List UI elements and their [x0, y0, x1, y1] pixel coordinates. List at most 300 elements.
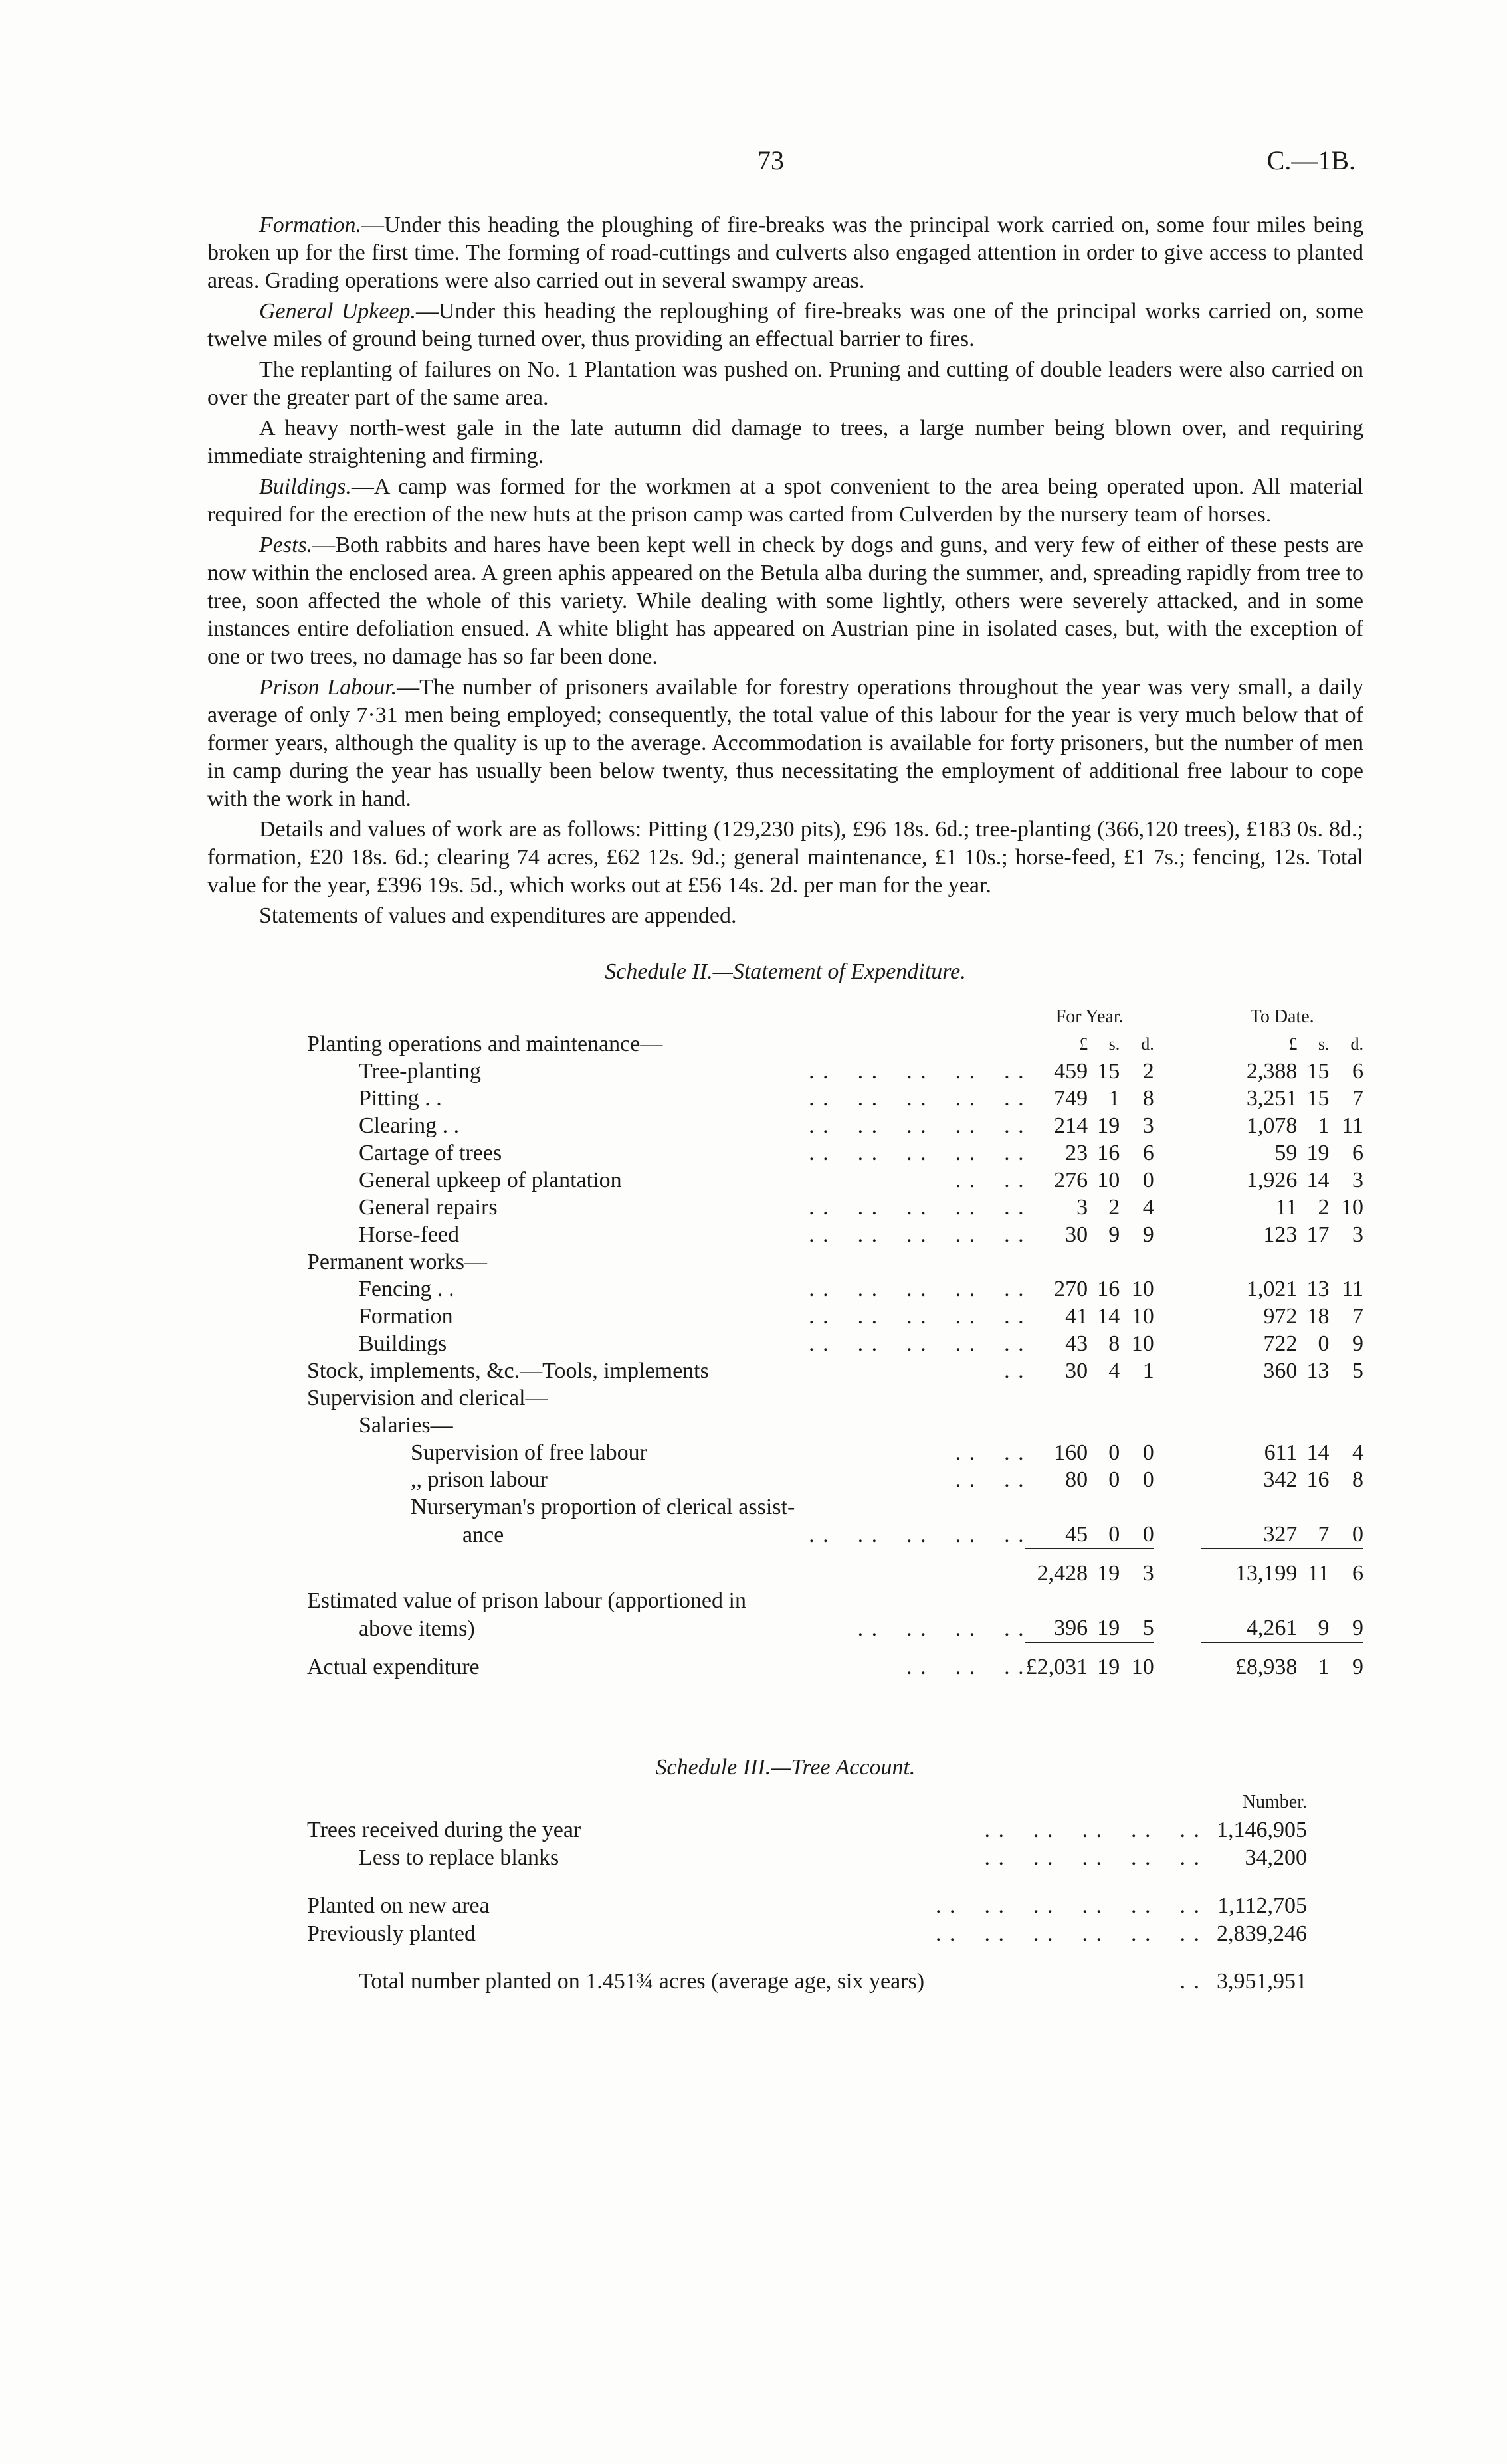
table-row	[307, 1085, 1363, 1112]
leader-dots: . . . . . . . . . .	[809, 1141, 1025, 1165]
paragraph-text: Statements of values and expenditures are appended.	[259, 903, 737, 928]
for-year-value	[1025, 1493, 1088, 1521]
to-date-value: 342	[1263, 1468, 1298, 1492]
row-label: ,, prison labour	[411, 1468, 548, 1492]
leader-dots: . . . . . . . . . .	[809, 1304, 1025, 1329]
for-year-value: 0	[1142, 1168, 1154, 1192]
to-date-value: 9	[1318, 1616, 1330, 1640]
tree-count-value: 1,112,705	[1217, 1893, 1307, 1918]
to-date-value: 3	[1352, 1168, 1363, 1192]
table-row	[307, 1248, 1363, 1276]
for-year-value	[1025, 1412, 1088, 1439]
to-date-value: 4	[1352, 1440, 1363, 1465]
row-label: Tree-planting	[359, 1059, 481, 1084]
leader-dots: . . . . . . . . . .	[984, 1818, 1201, 1842]
row-label-cell	[307, 1357, 1025, 1384]
to-date-value: 611	[1264, 1440, 1298, 1465]
to-date-value: 15	[1306, 1059, 1330, 1084]
for-year-value	[1088, 1384, 1120, 1412]
row-label-cell	[307, 1330, 1025, 1357]
column-gap	[1154, 1466, 1201, 1493]
to-date-value: 15	[1306, 1086, 1330, 1111]
for-year-value: 396	[1054, 1616, 1088, 1640]
to-date-value	[1297, 1587, 1329, 1614]
row-label: General repairs	[359, 1195, 498, 1220]
table-row	[307, 1058, 1363, 1085]
for-year-value: 459	[1054, 1059, 1088, 1084]
paragraph-text: Details and values of work are as follows: Pitting (129,230 pits), £96 18s. 6d.; tree-planting (366,120 trees), £183 0s. 8d.; formation, £20 18s. 6d.; clearing 74 acres, £62 12s. 9d.; general maintenance, £1 10s.; horse-feed, £1 7s.; fencing, 12s. Total value for the year, £396 19s. 5d., which works out at £56 14s. 2d. per man for the year.	[207, 817, 1363, 898]
for-year-value: 23	[1065, 1141, 1088, 1165]
paragraph	[207, 356, 1363, 412]
to-date-value	[1201, 1248, 1297, 1276]
leader-dots: . . . . . . . . . .	[809, 1195, 1025, 1220]
leader-dots: . . . . . . . . . .	[984, 1846, 1201, 1870]
leader-dots: . . . . . . . . . .	[809, 1113, 1025, 1138]
for-year-value: 3	[1076, 1195, 1088, 1220]
for-year-value: 0	[1108, 1522, 1120, 1547]
for-year-value: 749	[1054, 1086, 1088, 1111]
column-gap	[1154, 1194, 1201, 1221]
tree-count-value: 3,951,951	[1217, 1969, 1307, 1994]
to-date-value: 3,251	[1246, 1086, 1298, 1111]
paragraph	[207, 415, 1363, 470]
for-year-value: 10	[1131, 1331, 1154, 1356]
table-row	[307, 1139, 1363, 1167]
for-year-value: 2	[1142, 1059, 1154, 1084]
for-year-value: 160	[1054, 1440, 1088, 1465]
row-label: Less to replace blanks	[359, 1846, 559, 1870]
column-gap	[1154, 1058, 1201, 1085]
to-date-value: 8	[1352, 1468, 1363, 1492]
row-label-cell	[307, 1412, 1025, 1439]
for-year-value: 41	[1065, 1304, 1088, 1329]
for-year-value: 80	[1065, 1468, 1088, 1492]
unit-label: d.	[1141, 1034, 1154, 1054]
spacer-row	[307, 1872, 1307, 1892]
to-date-header: To Date.	[1250, 1006, 1314, 1027]
to-date-value	[1329, 1587, 1363, 1614]
to-date-value: 2,388	[1246, 1059, 1298, 1084]
page-header	[0, 145, 1507, 185]
column-gap	[1154, 1085, 1201, 1112]
table-row	[307, 1968, 1307, 1996]
unit-label: d.	[1350, 1034, 1363, 1054]
leader-dots: . .	[1179, 1969, 1201, 1994]
to-date-value	[1329, 1493, 1363, 1521]
to-date-value: 1,078	[1246, 1113, 1298, 1138]
leader-dots: . . . . . . . . . .	[809, 1222, 1025, 1247]
paragraph-heading: Formation.	[259, 213, 361, 237]
to-date-value	[1201, 1493, 1297, 1521]
for-year-value: 1	[1108, 1086, 1120, 1111]
number-header: Number.	[1242, 1792, 1307, 1812]
row-label: Pitting . .	[359, 1086, 442, 1111]
row-label: Permanent works—	[307, 1250, 488, 1274]
row-label-cell	[307, 1493, 1025, 1521]
row-label-cell	[307, 1549, 1025, 1587]
for-year-value: 276	[1054, 1168, 1088, 1192]
to-date-value: 11	[1342, 1113, 1363, 1138]
column-gap	[1154, 1357, 1201, 1384]
row-label-cell	[307, 1466, 1025, 1493]
tree-count-value: 2,839,246	[1217, 1921, 1307, 1946]
row-label-cell	[307, 1384, 1025, 1412]
to-date-value	[1297, 1412, 1329, 1439]
leader-dots: . . . .	[955, 1440, 1025, 1465]
for-year-value: 6	[1142, 1141, 1154, 1165]
table-row	[307, 1920, 1307, 1948]
for-year-value: £2,031	[1025, 1642, 1088, 1681]
table-row	[307, 1521, 1363, 1549]
to-date-value: 14	[1306, 1440, 1330, 1465]
table-row	[307, 1330, 1363, 1357]
to-date-value: 11	[1297, 1549, 1329, 1587]
unit-label: £	[1079, 1034, 1088, 1054]
leader-dots: . . . .	[955, 1168, 1025, 1192]
document-body	[207, 211, 1363, 1996]
to-date-value: 3	[1352, 1222, 1363, 1247]
leader-dots: . . . . . .	[906, 1655, 1025, 1679]
schedule-2-title: Schedule II.—Statement of Expenditure.	[605, 959, 966, 984]
to-date-value: 972	[1263, 1304, 1298, 1329]
leader-dots: . . . . . . . . . .	[809, 1277, 1025, 1301]
column-gap	[1154, 1587, 1201, 1614]
row-label: Fencing . .	[359, 1277, 454, 1301]
row-label-cell	[307, 1439, 1025, 1466]
for-year-value: 19	[1097, 1616, 1120, 1640]
to-date-value: 0	[1352, 1522, 1363, 1547]
column-gap	[1154, 1139, 1201, 1167]
for-year-value: 3	[1142, 1113, 1154, 1138]
table-row	[307, 1642, 1363, 1681]
row-label-cell	[307, 1194, 1025, 1221]
paragraph-text: —Under this heading the ploughing of fire-breaks was the principal work carried on, some four miles being broken up for the first time. The forming of road-cuttings and culverts also engaged attention in order to give access to planted areas. Grading operations were also carried out in several swampy areas.	[207, 213, 1363, 293]
to-date-value: 9	[1352, 1331, 1363, 1356]
for-year-value: 8	[1142, 1086, 1154, 1111]
row-label-cell	[307, 1303, 1025, 1330]
spacer-row	[307, 1948, 1307, 1968]
row-label-cell	[307, 1221, 1025, 1248]
to-date-value: 6	[1352, 1141, 1363, 1165]
table-row	[307, 1892, 1307, 1920]
for-year-value: 10	[1120, 1642, 1154, 1681]
leader-dots: . . . . . . . . . . . .	[936, 1893, 1201, 1918]
paragraph-heading: Buildings.	[259, 474, 352, 499]
row-label: Salaries—	[359, 1413, 453, 1438]
to-date-value: £8,938	[1201, 1642, 1297, 1681]
row-label: Trees received during the year	[307, 1818, 581, 1842]
row-label-cell	[307, 1587, 1025, 1614]
to-date-value: 9	[1352, 1616, 1363, 1640]
paragraph-heading: General Upkeep.	[259, 299, 417, 324]
for-year-value: 5	[1142, 1616, 1154, 1640]
column-gap	[1154, 1384, 1201, 1412]
expenditure-table	[307, 1003, 1363, 1681]
leader-dots: . . . . . . . . . .	[809, 1086, 1025, 1111]
for-year-value: 8	[1108, 1331, 1120, 1356]
for-year-value: 3	[1120, 1549, 1154, 1587]
for-year-value: 30	[1065, 1359, 1088, 1383]
to-date-value: 7	[1352, 1086, 1363, 1111]
row-label-cell	[307, 1844, 1201, 1872]
table-row	[307, 1167, 1363, 1194]
unit-label: £	[1288, 1034, 1298, 1054]
table-row	[307, 1112, 1363, 1139]
for-year-value: 1	[1142, 1359, 1154, 1383]
to-date-value: 1	[1297, 1642, 1329, 1681]
tree-account-table	[307, 1788, 1307, 1996]
leader-dots: . . . .	[955, 1468, 1025, 1492]
for-year-value: 9	[1108, 1222, 1120, 1247]
table-row	[307, 1357, 1363, 1384]
for-year-value: 19	[1088, 1642, 1120, 1681]
to-date-value: 16	[1306, 1468, 1330, 1492]
unit-label: s.	[1318, 1034, 1330, 1054]
to-date-value	[1297, 1384, 1329, 1412]
row-label-cell	[307, 1030, 1025, 1058]
paragraph-text: The replanting of failures on No. 1 Plantation was pushed on. Pruning and cutting of double leaders were also carried on over the greater part of the same area.	[207, 357, 1363, 410]
for-year-value: 0	[1108, 1468, 1120, 1492]
document-reference: C.—1B.	[1266, 145, 1356, 175]
for-year-value	[1088, 1587, 1120, 1614]
paragraph-text: —A camp was formed for the workmen at a spot convenient to the area being operated upon. All material required for the erection of the new huts at the prison camp was carted from Culverden by the nursery team of horses.	[207, 474, 1363, 527]
for-year-value	[1088, 1493, 1120, 1521]
for-year-value: 2,428	[1025, 1549, 1088, 1587]
paragraph	[207, 902, 1363, 930]
leader-dots: . . . . . . . . . . . .	[936, 1921, 1201, 1946]
for-year-value: 19	[1088, 1549, 1120, 1587]
row-label: Total number planted on 1.451¾ acres (average age, six years)	[359, 1969, 925, 1994]
for-year-value: 0	[1142, 1468, 1154, 1492]
to-date-value: 1	[1318, 1113, 1330, 1138]
expenditure-header	[307, 1003, 1363, 1030]
paragraphs	[207, 211, 1363, 930]
to-date-value: 1,926	[1246, 1168, 1298, 1192]
for-year-value: 270	[1054, 1277, 1088, 1301]
table-row	[307, 1384, 1363, 1412]
paragraph	[207, 531, 1363, 671]
table-row	[307, 1303, 1363, 1330]
leader-dots: . . . . . . . . . .	[809, 1059, 1025, 1084]
for-year-value	[1088, 1248, 1120, 1276]
for-year-value: 14	[1097, 1304, 1120, 1329]
table-row	[307, 1466, 1363, 1493]
column-gap	[1154, 1030, 1201, 1058]
to-date-value	[1297, 1248, 1329, 1276]
for-year-value: 0	[1108, 1440, 1120, 1465]
leader-dots: . .	[1004, 1359, 1025, 1383]
row-label: Stock, implements, &c.—Tools, implements	[307, 1359, 709, 1383]
for-year-value: 19	[1097, 1113, 1120, 1138]
row-label-cell	[307, 1968, 1201, 1996]
to-date-value	[1329, 1412, 1363, 1439]
column-gap	[1154, 1439, 1201, 1466]
for-year-value: 45	[1065, 1522, 1088, 1547]
for-year-header: For Year.	[1055, 1006, 1124, 1027]
tree-count-value: 34,200	[1245, 1846, 1307, 1870]
to-date-value: 1,021	[1246, 1277, 1298, 1301]
for-year-value: 30	[1065, 1222, 1088, 1247]
for-year-value	[1120, 1493, 1154, 1521]
row-label: Actual expenditure	[307, 1655, 480, 1679]
to-date-value: 0	[1318, 1331, 1330, 1356]
for-year-value	[1120, 1412, 1154, 1439]
row-label-cell	[307, 1920, 1201, 1948]
table-row	[307, 1412, 1363, 1439]
for-year-value	[1025, 1384, 1088, 1412]
column-gap	[1154, 1167, 1201, 1194]
tree-count-value: 1,146,905	[1217, 1818, 1307, 1842]
column-gap	[1154, 1303, 1201, 1330]
schedule-3-title: Schedule III.—Tree Account.	[655, 1755, 916, 1780]
paragraph	[207, 298, 1363, 353]
row-label: above items)	[359, 1616, 475, 1641]
row-label: Buildings	[359, 1331, 447, 1356]
to-date-value: 360	[1263, 1359, 1298, 1383]
table-row	[307, 1816, 1307, 1844]
unit-label: s.	[1108, 1034, 1120, 1054]
for-year-value: 9	[1142, 1222, 1154, 1247]
to-date-value: 7	[1318, 1522, 1330, 1547]
row-label: Planted on new area	[307, 1893, 490, 1918]
paragraph-heading: Pests.	[259, 533, 313, 557]
to-date-value	[1201, 1412, 1297, 1439]
for-year-value: 0	[1142, 1522, 1154, 1547]
row-label-cell	[307, 1139, 1025, 1167]
table-row	[307, 1221, 1363, 1248]
row-label-cell	[307, 1276, 1025, 1303]
column-gap	[1154, 1493, 1201, 1521]
for-year-value: 0	[1142, 1440, 1154, 1465]
to-date-value: 59	[1274, 1141, 1298, 1165]
for-year-value: 4	[1142, 1195, 1154, 1220]
row-label-cell	[307, 1642, 1025, 1681]
column-gap	[1154, 1412, 1201, 1439]
for-year-value: 10	[1097, 1168, 1120, 1192]
to-date-value: 10	[1341, 1195, 1363, 1220]
row-label-cell	[307, 1085, 1025, 1112]
for-year-value: 16	[1097, 1141, 1120, 1165]
to-date-value	[1329, 1248, 1363, 1276]
for-year-value: 15	[1097, 1059, 1120, 1084]
paragraph-text: —Both rabbits and hares have been kept well in check by dogs and guns, and very few of either of these pests are now within the enclosed area. A green aphis appeared on the Betula alba during the summer, and, spreading rapidly from tree to tree, soon affected the whole of this variety. While dealing with some lightly, others were severely attacked, and in some instances entire defoliation ensued. A white blight has appeared on Austrian pine in isolated cases, but, with the exception of one or two trees, no damage has so far been done.	[207, 533, 1363, 669]
column-gap	[1154, 1221, 1201, 1248]
leader-dots: . . . . . . . .	[857, 1616, 1025, 1641]
for-year-value: 10	[1131, 1304, 1154, 1329]
paragraph	[207, 211, 1363, 295]
column-gap	[1154, 1112, 1201, 1139]
table-row	[307, 1030, 1363, 1058]
to-date-value: 4,261	[1246, 1616, 1298, 1640]
for-year-value: 16	[1097, 1277, 1120, 1301]
paragraph-text: A heavy north-west gale in the late autumn did damage to trees, a large number being blown over, and requiring immediate straightening and firming.	[207, 416, 1363, 468]
to-date-value: 722	[1263, 1331, 1298, 1356]
to-date-value: 19	[1306, 1141, 1330, 1165]
row-label: Horse-feed	[359, 1222, 460, 1247]
for-year-value	[1088, 1412, 1120, 1439]
column-gap	[1154, 1549, 1201, 1587]
to-date-value: 2	[1318, 1195, 1330, 1220]
for-year-value	[1025, 1587, 1088, 1614]
to-date-value: 13,199	[1201, 1549, 1297, 1587]
to-date-value: 11	[1275, 1195, 1298, 1220]
column-gap	[1154, 1330, 1201, 1357]
to-date-value	[1329, 1384, 1363, 1412]
for-year-value: 10	[1131, 1277, 1154, 1301]
row-label: Previously planted	[307, 1921, 476, 1946]
column-gap	[1154, 1276, 1201, 1303]
row-label: Estimated value of prison labour (apportioned in	[307, 1588, 746, 1613]
row-label: Formation	[359, 1304, 453, 1329]
row-label: Supervision of free labour	[411, 1440, 647, 1465]
column-gap	[1154, 1642, 1201, 1681]
paragraph-text: —Under this heading the reploughing of fire-breaks was one of the principal works carried on, some twelve miles of ground being turned over, thus providing an effectual barrier to fires.	[207, 299, 1364, 351]
to-date-value: 13	[1306, 1277, 1330, 1301]
to-date-value: 14	[1306, 1168, 1330, 1192]
to-date-value: 9	[1329, 1642, 1363, 1681]
row-label-cell	[307, 1816, 1201, 1844]
to-date-value: 5	[1352, 1359, 1363, 1383]
column-gap	[1154, 1248, 1201, 1276]
row-label: General upkeep of plantation	[359, 1168, 622, 1192]
column-gap	[1154, 1521, 1201, 1549]
to-date-value: 11	[1342, 1277, 1363, 1301]
paragraph-text: —The number of prisoners available for forestry operations throughout the year was very small, a daily average of only 7·31 men being employed; consequently, the total value of this labour for the year is very much below that of former years, although the quality is up to the average. Accommodation is available for forty prisoners, but the number of men in camp during the year has usually been below twenty, thus necessitating the employment of additional free labour to cope with the work in hand.	[207, 675, 1363, 811]
for-year-value: 214	[1054, 1113, 1088, 1138]
paragraph	[207, 473, 1363, 529]
to-date-value: 123	[1263, 1222, 1298, 1247]
table-row	[307, 1194, 1363, 1221]
table-row	[307, 1549, 1363, 1587]
row-label: Nurseryman's proportion of clerical assist-	[411, 1495, 795, 1519]
table-row	[307, 1614, 1363, 1642]
leader-dots: . . . . . . . . . .	[809, 1331, 1025, 1356]
table-row	[307, 1493, 1363, 1521]
row-label: Supervision and clerical—	[307, 1386, 548, 1410]
paragraph	[207, 816, 1363, 900]
row-label-cell	[307, 1521, 1025, 1549]
for-year-value: 4	[1108, 1359, 1120, 1383]
paragraph	[207, 674, 1363, 813]
row-label-cell	[307, 1614, 1025, 1642]
for-year-value	[1025, 1248, 1088, 1276]
row-label: Cartage of trees	[359, 1141, 502, 1165]
table-row	[307, 1439, 1363, 1466]
to-date-value	[1201, 1384, 1297, 1412]
to-date-value: 6	[1352, 1059, 1363, 1084]
tree-account-header	[307, 1788, 1307, 1816]
to-date-value: 7	[1352, 1304, 1363, 1329]
to-date-value	[1297, 1493, 1329, 1521]
for-year-value: 2	[1108, 1195, 1120, 1220]
table-row	[307, 1587, 1363, 1614]
to-date-value: 13	[1306, 1359, 1330, 1383]
to-date-value: 17	[1306, 1222, 1330, 1247]
leader-dots: . . . . . . . . . .	[809, 1523, 1025, 1547]
row-label: Planting operations and maintenance—	[307, 1032, 663, 1056]
row-label-cell	[307, 1112, 1025, 1139]
row-label-cell	[307, 1248, 1025, 1276]
page-number: 73	[757, 145, 784, 175]
row-label-cell	[307, 1167, 1025, 1194]
paragraph-heading: Prison Labour.	[259, 675, 397, 700]
row-label: Clearing . .	[359, 1113, 460, 1138]
to-date-value: 6	[1329, 1549, 1363, 1587]
for-year-value: 43	[1065, 1331, 1088, 1356]
row-label: ance	[462, 1523, 504, 1547]
table-row	[307, 1844, 1307, 1872]
for-year-value	[1120, 1248, 1154, 1276]
